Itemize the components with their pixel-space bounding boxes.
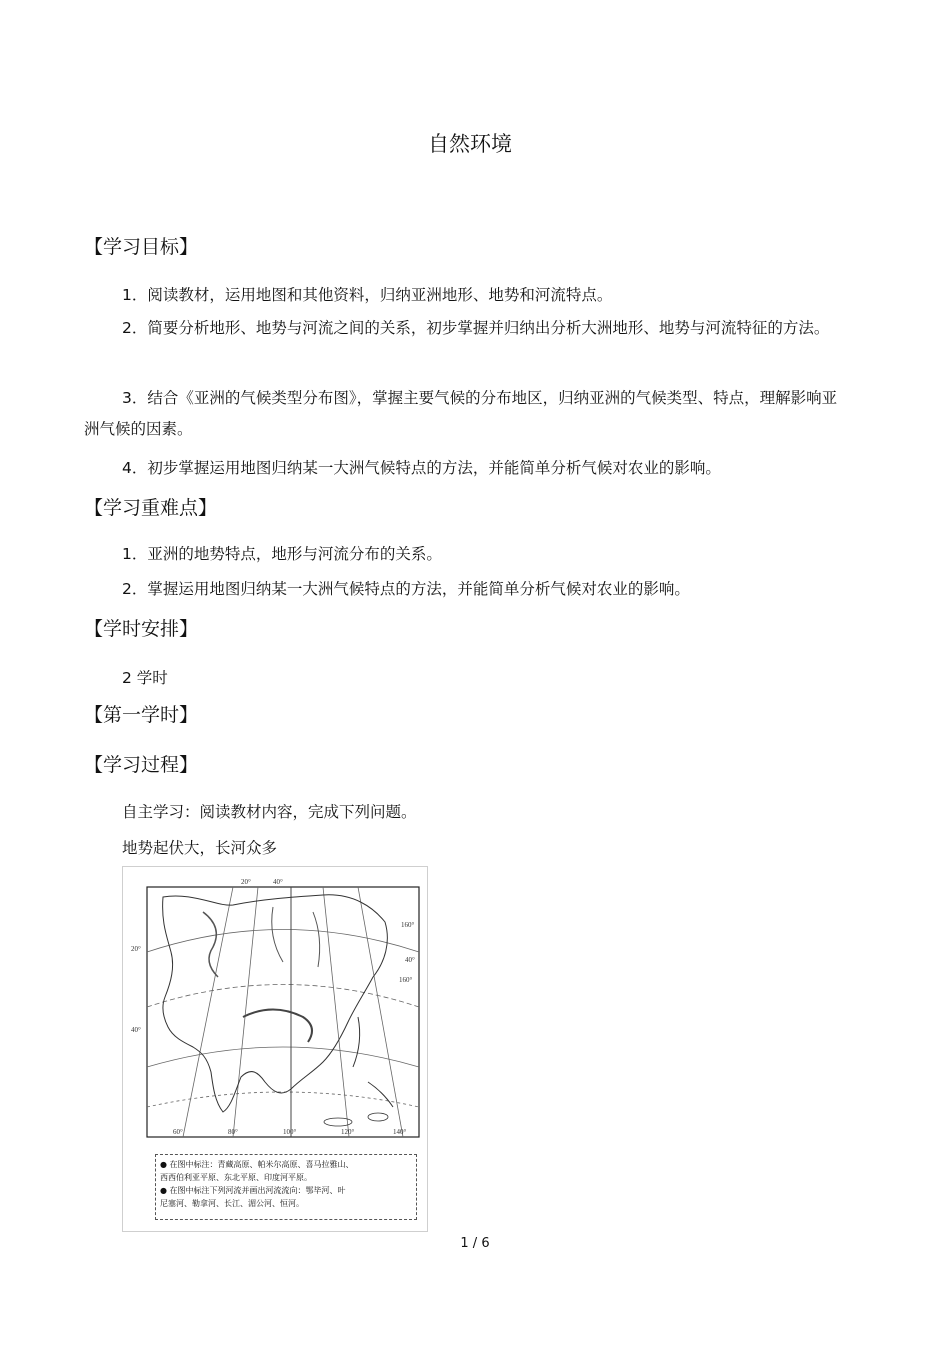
key-point-2: 2．掌握运用地图归纳某一大洲气候特点的方法，并能简单分析气候对农业的影响。 [122, 580, 690, 598]
caption-line-1: ● 在图中标注：青藏高原、帕米尔高原、喜马拉雅山、 [160, 1160, 354, 1169]
map-caption-box [155, 1154, 417, 1220]
page-number: 1 / 6 [460, 1236, 490, 1251]
right-label-1: 160° [401, 921, 415, 929]
asia-map [123, 867, 427, 1152]
page-title: 自然环境 [428, 132, 512, 156]
lon-label-top-1: 20° [241, 878, 251, 886]
schedule-heading: 【学时安排】 [84, 618, 199, 640]
schedule-text: 2 学时 [122, 669, 168, 687]
lon-label-bottom-5: 140° [393, 1128, 407, 1136]
lon-label-bottom-3: 100° [283, 1128, 297, 1136]
lon-label-bottom-4: 120° [341, 1128, 355, 1136]
goal-item-4: 4．初步掌握运用地图归纳某一大洲气候特点的方法，并能简单分析气候对农业的影响。 [122, 459, 721, 477]
caption-line-3: ● 在图中标注下列河流并画出河流流向：鄂毕河、叶 [160, 1186, 346, 1195]
caption-line-4: 尼塞河、勒拿河、长江、湄公河、恒河。 [160, 1199, 304, 1208]
goal-item-1: 1．阅读教材，运用地图和其他资料，归纳亚洲地形、地势和河流特点。 [122, 286, 613, 304]
lon-label-top-2: 40° [273, 878, 283, 886]
lon-label-bottom-1: 60° [173, 1128, 183, 1136]
right-label-3: 160° [399, 976, 413, 984]
right-label-2: 40° [405, 956, 415, 964]
self-study-text: 自主学习：阅读教材内容，完成下列问题。 [122, 803, 417, 821]
key-point-1: 1．亚洲的地势特点，地形与河流分布的关系。 [122, 545, 442, 563]
goal-item-2: 2．简要分析地形、地势与河流之间的关系，初步掌握并归纳出分析大洲地形、地势与河流特征的方法。 [122, 319, 830, 337]
goals-heading: 【学习目标】 [84, 236, 199, 258]
lat-label-2: 40° [131, 1026, 141, 1034]
caption-line-2: 西西伯利亚平原、东北平原、印度河平原。 [160, 1173, 312, 1182]
process-heading: 【学习过程】 [84, 754, 199, 776]
lon-label-bottom-2: 80° [228, 1128, 238, 1136]
lesson-heading: 【第一学时】 [84, 704, 199, 726]
key-points-heading: 【学习重难点】 [84, 497, 218, 519]
lat-label-1: 20° [131, 945, 141, 953]
topic-text: 地势起伏大，长河众多 [122, 839, 278, 857]
goal-item-3: 3．结合《亚洲的气候类型分布图》，掌握主要气候的分布地区，归纳亚洲的气候类型、特点，理解影响亚洲气候的因素。 [84, 389, 838, 438]
asia-map-figure [122, 866, 428, 1232]
